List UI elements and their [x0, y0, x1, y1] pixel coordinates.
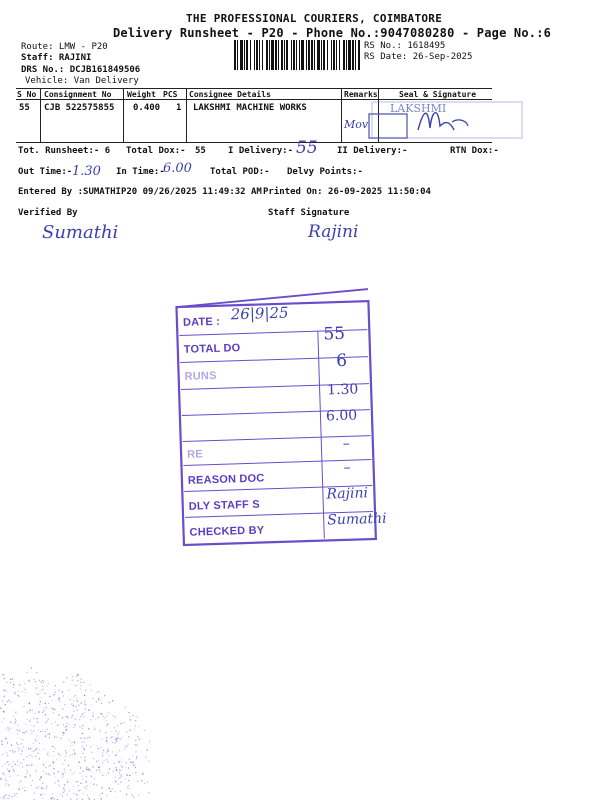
table-bottom-border: [16, 142, 492, 143]
stamp-label-reason-doc: REASON DOC: [188, 472, 265, 486]
verified-by-label: Verified By: [18, 208, 78, 219]
staff-signature-label: Staff Signature: [268, 208, 349, 219]
rs-date: RS Date: 26-Sep-2025: [364, 52, 472, 63]
stamp-value-out-time: 1.30: [327, 381, 359, 398]
stamp-value-total-dox: 55: [323, 324, 345, 345]
tot-runsheet: Tot. Runsheet:- 6: [18, 146, 110, 157]
drs-label: DRS No.: DCJB161849506: [21, 65, 140, 76]
col-header-seal: Seal & Signature: [399, 89, 476, 100]
row-weight: 0.400: [133, 103, 160, 114]
i-delivery-label: I Delivery:-: [228, 146, 293, 157]
stamp-value-reason-doc: –: [343, 460, 350, 476]
stamp-value-checked-by: Sumathi: [327, 511, 387, 529]
stamp-label-total-dox: TOTAL DO: [184, 342, 241, 356]
rtn-dox-label: RTN Dox:-: [450, 146, 499, 157]
col-header-pcs: PCS: [163, 89, 177, 100]
stamp-value-in-time: 6.00: [326, 407, 358, 424]
rs-number: RS No.: 1618495: [364, 41, 445, 52]
stamp-date-label: DATE :: [183, 316, 220, 329]
runsheet-title: Delivery Runsheet - P20 - Phone No.:9047080280 - Page No.:6: [113, 26, 551, 40]
col-divider: [123, 88, 124, 142]
col-header-consignment: Consignment No: [44, 89, 111, 100]
printed-on: Printed On: 26-09-2025 11:50:04: [263, 187, 431, 198]
stamp-value-runsheet: 6: [336, 351, 347, 371]
delvy-points-label: Delvy Points:-: [287, 167, 363, 178]
col-header-remarks: Remarks: [344, 89, 378, 100]
staff-signature: Rajini: [308, 222, 358, 242]
i-delivery-value: 55: [296, 138, 318, 158]
entered-by: Entered By :SUMATHIP20 09/26/2025 11:49:32 AM: [18, 187, 262, 198]
stamp-label-checked-by: CHECKED BY: [189, 524, 264, 538]
row-consignment-no: CJB 522575855: [44, 103, 114, 114]
stamp-label-runsheet: RUNS: [184, 370, 216, 383]
seal-text: LAKSHMI: [390, 102, 446, 115]
verified-signature: Sumathi: [42, 222, 118, 243]
verification-stamp: [174, 287, 380, 548]
col-divider: [186, 88, 187, 142]
in-time-value: 6.00: [163, 161, 192, 176]
col-divider: [40, 88, 41, 142]
ink-smudge: [0, 665, 150, 800]
remarks-mark: Mov: [344, 118, 368, 131]
out-time-label: Out Time:-: [18, 167, 72, 178]
stamp-value-dly-staff: Rajini: [326, 485, 368, 502]
vehicle-label: Vehicle: Van Delivery: [25, 76, 139, 87]
stamp-label-dly-staff: DLY STAFF S: [189, 499, 260, 513]
row-sno: 55: [19, 103, 30, 114]
stamp-value-return: –: [343, 436, 350, 452]
row-consignee: LAKSHMI MACHINE WORKS: [193, 103, 307, 114]
stamp-date-value: 26|9|25: [230, 304, 288, 324]
total-dox-label: Total Dox:-: [126, 146, 186, 157]
out-time-value: 1.30: [72, 164, 101, 179]
col-header-consignee: Consignee Details: [189, 89, 271, 100]
staff-label: Staff: RAJINI: [21, 53, 91, 64]
barcode: [234, 40, 361, 70]
company-seal: [368, 100, 528, 142]
route-label: Route: LMW - P20: [21, 42, 108, 53]
ii-delivery-label: II Delivery:-: [337, 146, 407, 157]
in-time-label: In Time:-: [116, 167, 165, 178]
col-divider: [341, 88, 342, 142]
total-dox-value: 55: [195, 146, 206, 157]
col-header-sno: S No: [17, 89, 36, 100]
company-name: THE PROFESSIONAL COURIERS, COIMBATORE: [186, 12, 442, 25]
row-pcs: 1: [176, 103, 181, 114]
stamp-label-return: RE: [187, 448, 203, 460]
total-pod-label: Total POD:-: [210, 167, 270, 178]
col-header-weight: Weight: [127, 89, 156, 100]
